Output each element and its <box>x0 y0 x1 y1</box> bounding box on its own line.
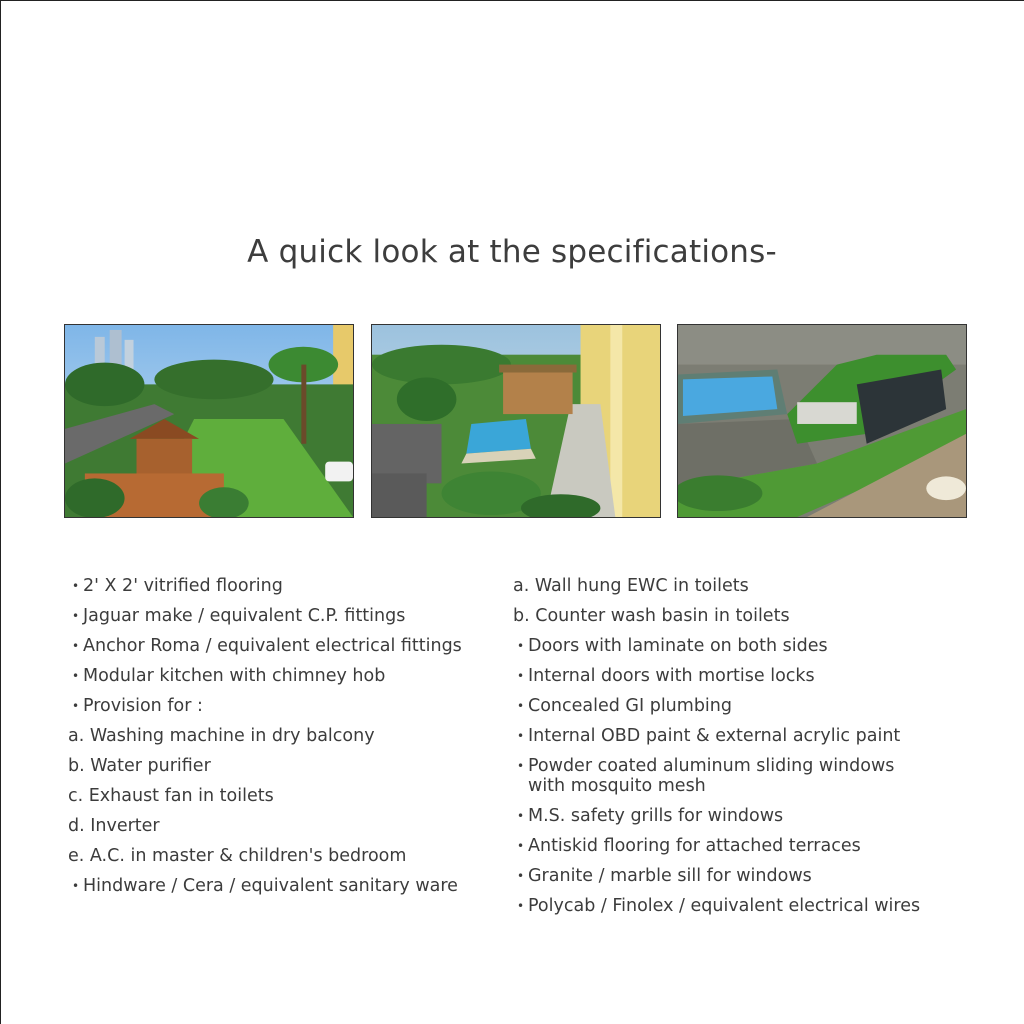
spec-item: • M.S. safety grills for windows <box>513 806 983 826</box>
spec-item: a. Washing machine in dry balcony <box>68 726 375 746</box>
spec-item: • Internal OBD paint & external acrylic paint <box>513 726 983 746</box>
spec-item: • Powder coated aluminum sliding windows with mosquito mesh <box>513 756 908 796</box>
spec-item: • Polycab / Finolex / equivalent electrical wires <box>513 896 983 916</box>
pool-garden-image <box>371 324 661 518</box>
spec-item: e. A.C. in master & children's bedroom <box>68 846 407 866</box>
spec-item: c. Exhaust fan in toilets <box>68 786 274 806</box>
spec-item: a. Wall hung EWC in toilets <box>513 576 749 596</box>
spec-item: • Hindware / Cera / equivalent sanitary ware <box>68 876 498 896</box>
spec-item: • 2' X 2' vitrified flooring <box>68 576 498 596</box>
spec-item: • Granite / marble sill for windows <box>513 866 983 886</box>
green-roof-clubhouse-image <box>677 324 967 518</box>
spec-item: b. Counter wash basin in toilets <box>513 606 790 626</box>
spec-item: b. Water purifier <box>68 756 211 776</box>
page-title: A quick look at the specifications- <box>247 233 777 270</box>
spec-item: • Antiskid flooring for attached terraces <box>513 836 983 856</box>
garden-playground-image <box>64 324 354 518</box>
spec-item: d. Inverter <box>68 816 160 836</box>
spec-item: • Provision for : <box>68 696 498 716</box>
specifications-list-right <box>513 576 983 926</box>
specifications-list-left <box>68 576 498 906</box>
spec-item: • Jaguar make / equivalent C.P. fittings <box>68 606 498 626</box>
spec-item: • Modular kitchen with chimney hob <box>68 666 498 686</box>
spec-item: • Doors with laminate on both sides <box>513 636 983 656</box>
spec-item: • Concealed GI plumbing <box>513 696 983 716</box>
spec-item: • Internal doors with mortise locks <box>513 666 983 686</box>
spec-item: • Anchor Roma / equivalent electrical fittings <box>68 636 498 656</box>
